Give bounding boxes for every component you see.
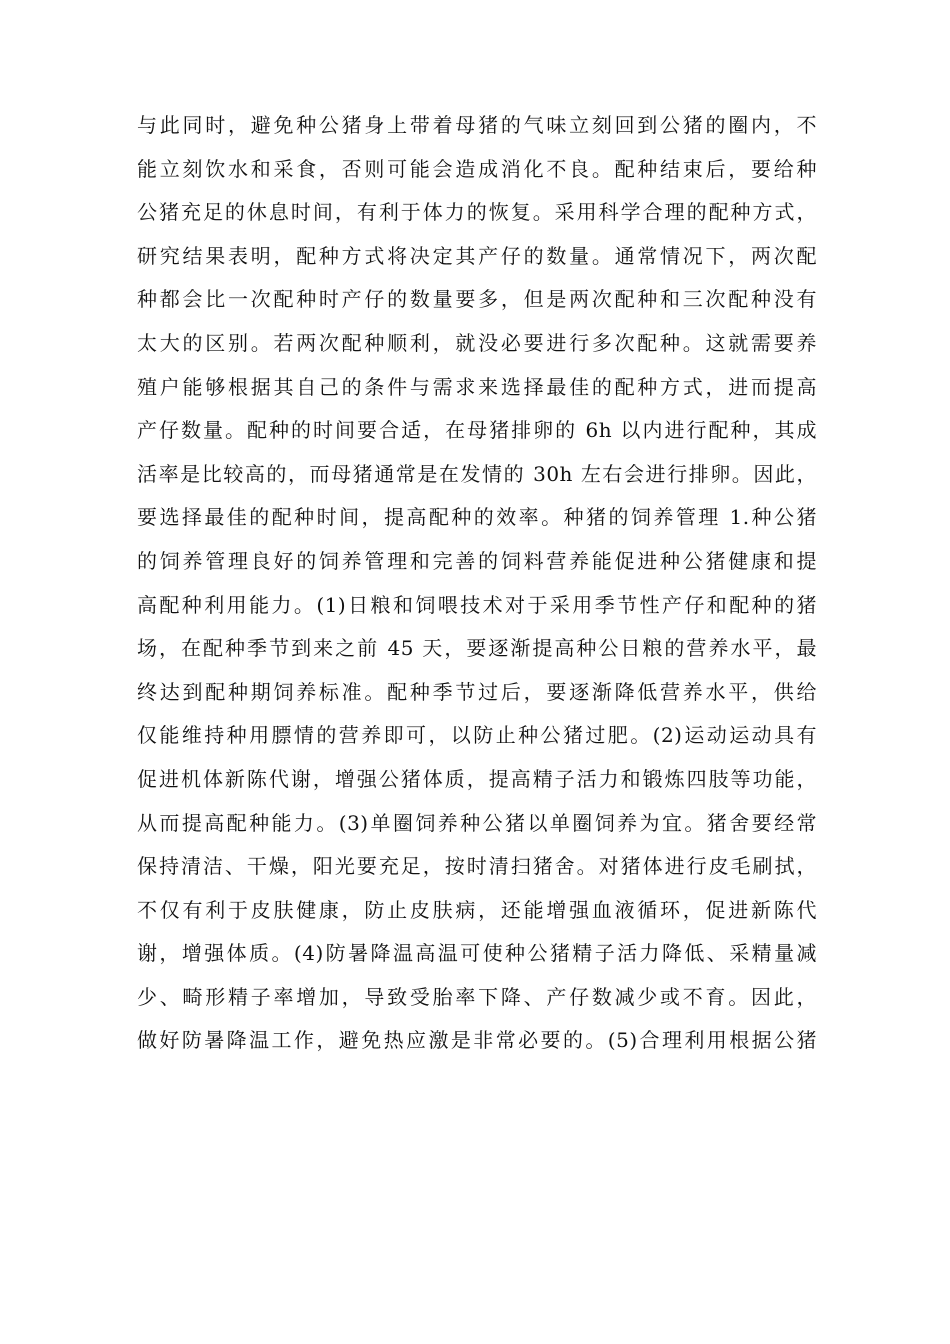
text-line: 从而提高配种能力。(3)单圈饲养种公猪以单圈饲养为宜。猪舍要经常 xyxy=(137,810,817,835)
text-line: 研究结果表明，配种方式将决定其产仔的数量。通常情况下，两次配 xyxy=(137,243,817,268)
text-line: 要选择最佳的配种时间，提高配种的效率。种猪的饲养管理 1.种公猪 xyxy=(137,505,817,530)
text-line: 种都会比一次配种时产仔的数量要多，但是两次配种和三次配种没有 xyxy=(137,287,817,312)
text-line: 保持清洁、干燥，阳光要充足，按时清扫猪舍。对猪体进行皮毛刷拭， xyxy=(137,854,817,879)
text-line: 太大的区别。若两次配种顺利，就没必要进行多次配种。这就需要养 xyxy=(137,330,817,355)
text-line: 少、畸形精子率增加，导致受胎率下降、产仔数减少或不育。因此， xyxy=(137,984,817,1009)
text-line: 活率是比较高的，而母猪通常是在发情的 30h 左右会进行排卵。因此， xyxy=(137,461,817,486)
text-line: 公猪充足的休息时间，有利于体力的恢复。采用科学合理的配种方式， xyxy=(137,200,817,225)
text-line: 与此同时，避免种公猪身上带着母猪的气味立刻回到公猪的圈内，不 xyxy=(137,113,817,137)
text-line: 殖户能够根据其自己的条件与需求来选择最佳的配种方式，进而提高 xyxy=(137,374,817,399)
text-line: 的饲养管理良好的饲养管理和完善的饲料营养能促进种公猪健康和提 xyxy=(137,548,817,573)
text-line: 终达到配种期饲养标准。配种季节过后，要逐渐降低营养水平，供给 xyxy=(137,679,817,704)
text-line: 能立刻饮水和采食，否则可能会造成消化不良。配种结束后，要给种 xyxy=(137,156,817,181)
text-line: 产仔数量。配种的时间要合适，在母猪排卵的 6h 以内进行配种，其成 xyxy=(137,418,817,443)
text-line: 高配种利用能力。(1)日粮和饲喂技术对于采用季节性产仔和配种的猪 xyxy=(137,592,817,617)
text-line: 仅能维持种用膘情的营养即可，以防止种公猪过肥。(2)运动运动具有 xyxy=(137,723,817,748)
text-line: 做好防暑降温工作，避免热应激是非常必要的。(5)合理利用根据公猪 xyxy=(137,1028,817,1053)
text-line: 促进机体新陈代谢，增强公猪体质，提高精子活力和锻炼四肢等功能， xyxy=(137,766,817,791)
body-paragraph xyxy=(137,104,817,1063)
text-line: 不仅有利于皮肤健康，防止皮肤病，还能增强血液循环，促进新陈代 xyxy=(137,897,817,922)
text-line: 场，在配种季节到来之前 45 天，要逐渐提高种公日粮的营养水平，最 xyxy=(137,636,817,661)
text-line: 谢，增强体质。(4)防暑降温高温可使种公猪精子活力降低、采精量减 xyxy=(137,941,817,966)
